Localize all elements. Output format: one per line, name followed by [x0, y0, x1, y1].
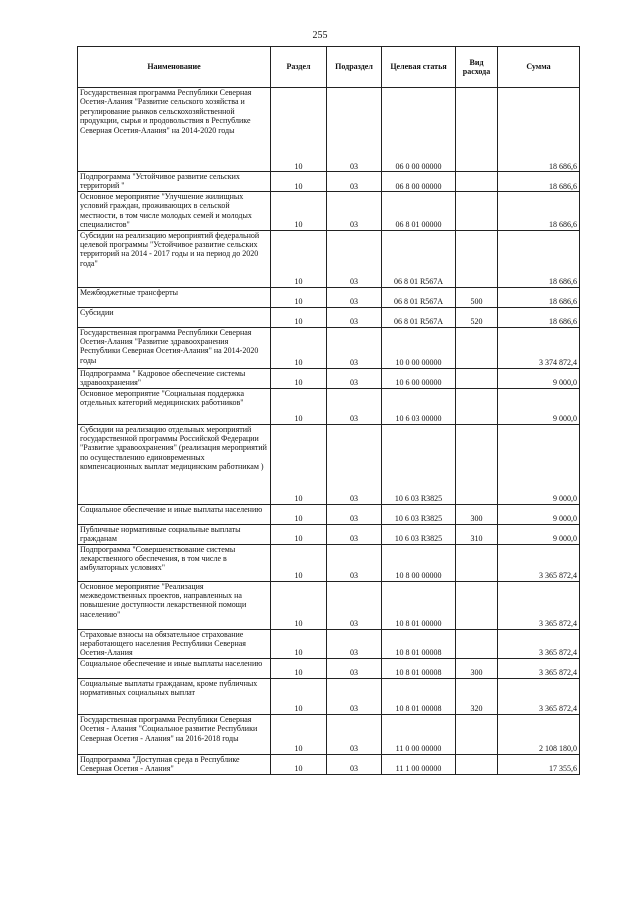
cell-name: Государственная программа Республики Северная Осетия-Алания "Развитие сельского хозяйства и регулирование рынков сельскохозяйственной продукции, сырья и продовольствия в Республике Северная Осетия-Алания" на 2014-2020 годы	[78, 88, 271, 172]
cell-vid	[456, 172, 498, 192]
cell-podrazdel: 03	[327, 754, 382, 774]
cell-summa: 9 000,0	[498, 368, 580, 388]
table-row	[78, 629, 580, 658]
table-row	[78, 544, 580, 581]
cell-name: Подпрограмма "Совершенствование системы лекарственного обеспечения, в том числе в амбулаторных условиях"	[78, 544, 271, 581]
cell-vid	[456, 714, 498, 754]
cell-statya: 10 8 01 00000	[382, 581, 456, 629]
table-row	[78, 307, 580, 327]
cell-vid	[456, 629, 498, 658]
table-row	[78, 388, 580, 424]
header-summa: Сумма	[498, 47, 580, 88]
cell-summa: 18 686,6	[498, 287, 580, 307]
cell-razdel: 10	[271, 230, 327, 287]
cell-statya: 10 8 01 00008	[382, 678, 456, 714]
table-row	[78, 504, 580, 524]
cell-podrazdel: 03	[327, 504, 382, 524]
header-razdel: Раздел	[271, 47, 327, 88]
cell-razdel: 10	[271, 388, 327, 424]
cell-vid	[456, 388, 498, 424]
cell-name: Подпрограмма "Устойчивое развитие сельских территорий "	[78, 172, 271, 192]
cell-vid	[456, 192, 498, 231]
cell-summa: 17 355,6	[498, 754, 580, 774]
cell-podrazdel: 03	[327, 629, 382, 658]
cell-vid: 500	[456, 287, 498, 307]
cell-name: Субсидии	[78, 307, 271, 327]
cell-vid	[456, 581, 498, 629]
cell-statya: 10 8 01 00008	[382, 629, 456, 658]
cell-podrazdel: 03	[327, 714, 382, 754]
cell-summa: 3 365 872,4	[498, 581, 580, 629]
header-vid: Вид расхода	[456, 47, 498, 88]
cell-statya: 10 0 00 00000	[382, 327, 456, 368]
cell-podrazdel: 03	[327, 424, 382, 504]
cell-razdel: 10	[271, 678, 327, 714]
cell-summa: 18 686,6	[498, 307, 580, 327]
cell-podrazdel: 03	[327, 678, 382, 714]
table-row	[78, 327, 580, 368]
cell-statya: 06 8 01 R567A	[382, 230, 456, 287]
cell-name: Основное мероприятие "Реализация межведомственных проектов, направленных на повышение доступности лекарственной помощи населению"	[78, 581, 271, 629]
table-row	[78, 658, 580, 678]
cell-vid: 300	[456, 504, 498, 524]
cell-summa: 18 686,6	[498, 192, 580, 231]
cell-name: Подпрограмма " Кадровое обеспечение системы здравоохранения"	[78, 368, 271, 388]
table-row	[78, 524, 580, 544]
cell-razdel: 10	[271, 629, 327, 658]
cell-podrazdel: 03	[327, 172, 382, 192]
cell-statya: 06 8 01 R567A	[382, 307, 456, 327]
cell-vid	[456, 230, 498, 287]
cell-name: Основное мероприятие "Социальная поддержка отдельных категорий медицинских работников"	[78, 388, 271, 424]
cell-name: Социальные выплаты гражданам, кроме публичных нормативных социальных выплат	[78, 678, 271, 714]
cell-statya: 10 6 03 R3825	[382, 504, 456, 524]
cell-podrazdel: 03	[327, 287, 382, 307]
cell-statya: 10 8 00 00000	[382, 544, 456, 581]
cell-name: Государственная программа Республики Северная Осетия-Алания "Развитие здравоохранения Республики Северная Осетия-Алания" на 2014-2020 годы	[78, 327, 271, 368]
cell-vid	[456, 368, 498, 388]
table-header-row	[78, 47, 580, 88]
cell-statya: 06 8 01 R567A	[382, 287, 456, 307]
cell-statya: 06 0 00 00000	[382, 88, 456, 172]
header-name: Наименование	[78, 47, 271, 88]
cell-razdel: 10	[271, 368, 327, 388]
cell-razdel: 10	[271, 754, 327, 774]
cell-name: Страховые взносы на обязательное страхование неработающего населения Республики Северная Осетия-Алания	[78, 629, 271, 658]
cell-summa: 3 365 872,4	[498, 544, 580, 581]
cell-razdel: 10	[271, 192, 327, 231]
cell-name: Государственная программа Республики Северная Осетия - Алания "Социальное развитие Республики Северная Осетия - Алания" на 2016-2018 годы	[78, 714, 271, 754]
cell-statya: 06 8 00 00000	[382, 172, 456, 192]
cell-podrazdel: 03	[327, 581, 382, 629]
cell-podrazdel: 03	[327, 307, 382, 327]
table-row	[78, 678, 580, 714]
cell-summa: 3 374 872,4	[498, 327, 580, 368]
cell-razdel: 10	[271, 581, 327, 629]
table-row	[78, 424, 580, 504]
cell-statya: 11 0 00 00000	[382, 714, 456, 754]
cell-vid	[456, 544, 498, 581]
cell-vid	[456, 754, 498, 774]
cell-name: Социальное обеспечение и иные выплаты населению	[78, 658, 271, 678]
cell-name: Публичные нормативные социальные выплаты гражданам	[78, 524, 271, 544]
cell-summa: 3 365 872,4	[498, 658, 580, 678]
cell-razdel: 10	[271, 714, 327, 754]
cell-podrazdel: 03	[327, 88, 382, 172]
cell-name: Основное мероприятие "Улучшение жилищных условий граждан, проживающих в сельской местности, в том числе молодых семей и молодых специалистов"	[78, 192, 271, 231]
table-row	[78, 754, 580, 774]
cell-summa: 18 686,6	[498, 172, 580, 192]
cell-razdel: 10	[271, 307, 327, 327]
budget-table	[77, 46, 580, 775]
table-row	[78, 172, 580, 192]
cell-summa: 9 000,0	[498, 524, 580, 544]
cell-podrazdel: 03	[327, 368, 382, 388]
cell-name: Подпрограмма "Доступная среда в Республике Северная Осетия - Алания"	[78, 754, 271, 774]
cell-summa: 9 000,0	[498, 424, 580, 504]
table-row	[78, 714, 580, 754]
cell-vid: 310	[456, 524, 498, 544]
cell-podrazdel: 03	[327, 192, 382, 231]
cell-podrazdel: 03	[327, 388, 382, 424]
cell-podrazdel: 03	[327, 544, 382, 581]
cell-vid	[456, 424, 498, 504]
table-row	[78, 581, 580, 629]
header-statya: Целевая статья	[382, 47, 456, 88]
cell-razdel: 10	[271, 524, 327, 544]
cell-name: Социальное обеспечение и иные выплаты населению	[78, 504, 271, 524]
cell-podrazdel: 03	[327, 327, 382, 368]
cell-vid	[456, 88, 498, 172]
cell-podrazdel: 03	[327, 658, 382, 678]
cell-razdel: 10	[271, 88, 327, 172]
cell-statya: 10 8 01 00008	[382, 658, 456, 678]
cell-summa: 18 686,6	[498, 230, 580, 287]
cell-vid	[456, 327, 498, 368]
table-row	[78, 287, 580, 307]
page-number: 255	[312, 30, 328, 41]
cell-razdel: 10	[271, 658, 327, 678]
cell-razdel: 10	[271, 504, 327, 524]
cell-podrazdel: 03	[327, 230, 382, 287]
cell-statya: 11 1 00 00000	[382, 754, 456, 774]
cell-summa: 3 365 872,4	[498, 678, 580, 714]
cell-name: Межбюджетные трансферты	[78, 287, 271, 307]
cell-vid: 520	[456, 307, 498, 327]
table-row	[78, 88, 580, 172]
header-podrazdel: Подраздел	[327, 47, 382, 88]
cell-summa: 18 686,6	[498, 88, 580, 172]
cell-vid: 320	[456, 678, 498, 714]
table-row	[78, 192, 580, 231]
cell-statya: 10 6 03 R3825	[382, 424, 456, 504]
cell-name: Субсидии на реализацию отдельных мероприятий государственной программы Российской Федерации "Развитие здравоохранения" (реализация мероприятий по осуществлению единовременных компенсационных выплат медицинским работникам )	[78, 424, 271, 504]
cell-razdel: 10	[271, 172, 327, 192]
cell-statya: 10 6 00 00000	[382, 368, 456, 388]
cell-summa: 9 000,0	[498, 388, 580, 424]
cell-razdel: 10	[271, 544, 327, 581]
cell-razdel: 10	[271, 287, 327, 307]
cell-vid: 300	[456, 658, 498, 678]
cell-name: Субсидии на реализацию мероприятий федеральной целевой программы "Устойчивое развитие сельских территорий на 2014 - 2017 годы и на период до 2020 года"	[78, 230, 271, 287]
cell-summa: 3 365 872,4	[498, 629, 580, 658]
cell-podrazdel: 03	[327, 524, 382, 544]
cell-statya: 10 6 03 00000	[382, 388, 456, 424]
cell-razdel: 10	[271, 327, 327, 368]
cell-statya: 10 6 03 R3825	[382, 524, 456, 544]
table-row	[78, 368, 580, 388]
cell-statya: 06 8 01 00000	[382, 192, 456, 231]
table-row	[78, 230, 580, 287]
cell-razdel: 10	[271, 424, 327, 504]
cell-summa: 9 000,0	[498, 504, 580, 524]
cell-summa: 2 108 180,0	[498, 714, 580, 754]
